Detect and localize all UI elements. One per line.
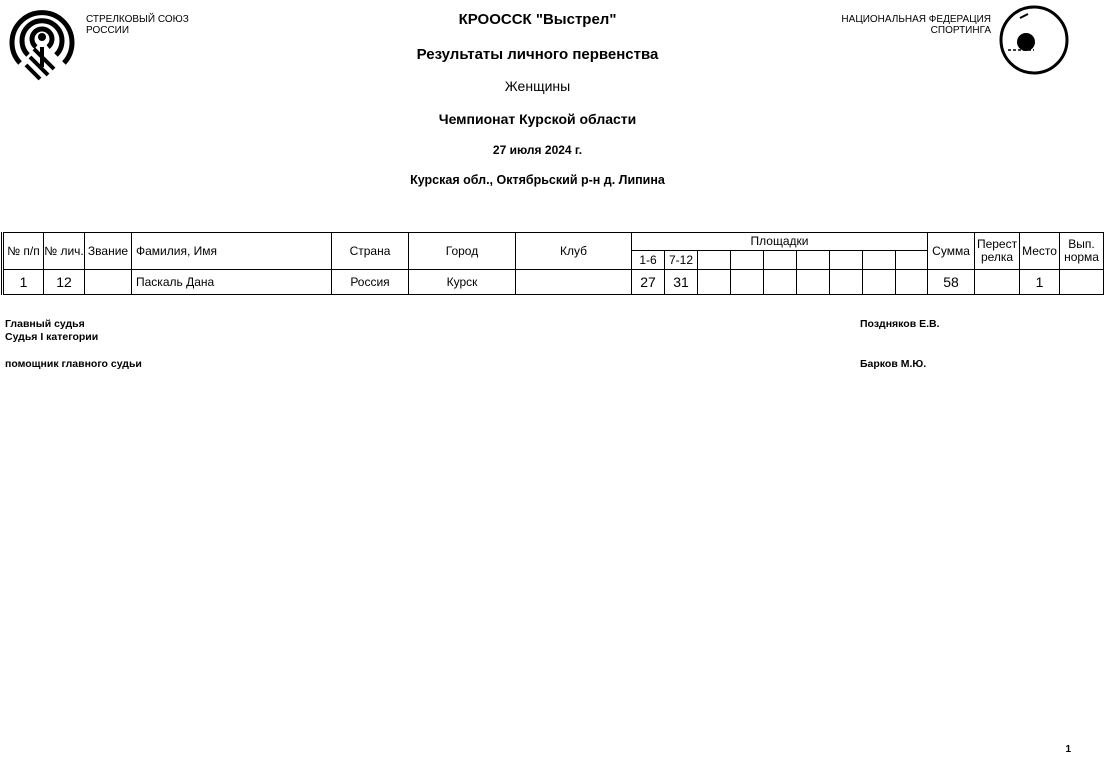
cell-num-pp: 1 xyxy=(3,270,44,295)
cell-vyp-norma xyxy=(1060,270,1104,295)
header-series-1: 1-6 xyxy=(632,251,665,270)
right-org-line-1: НАЦИОНАЛЬНАЯ ФЕДЕРАЦИЯ xyxy=(841,14,991,25)
event-name: Чемпионат Курской области xyxy=(438,111,637,127)
header-num-lich: № лич. xyxy=(44,233,85,270)
header-series-4 xyxy=(731,251,764,270)
cell-num-lich: 12 xyxy=(44,270,85,295)
page-number: 1 xyxy=(1065,744,1071,755)
cell-score-3 xyxy=(698,270,731,295)
header-summa: Сумма xyxy=(928,233,975,270)
cell-perestrelka xyxy=(975,270,1020,295)
cell-score-7 xyxy=(830,270,863,295)
header-num-pp: № п/п xyxy=(3,233,44,270)
cell-mesto: 1 xyxy=(1020,270,1060,295)
header-name: Фамилия, Имя xyxy=(132,233,332,270)
event-date: 27 июля 2024 г. xyxy=(492,143,583,157)
cell-country: Россия xyxy=(332,270,409,295)
chief-judge-rank: Судья I категории xyxy=(5,331,99,343)
chief-judge-name: Поздняков Е.В. xyxy=(860,318,940,330)
cell-score-5 xyxy=(764,270,797,295)
document-title: Результаты личного первенства xyxy=(416,46,659,63)
cell-name: Паскаль Дана xyxy=(132,270,332,295)
table-header-row xyxy=(3,233,1104,251)
header-perestrelka: Перест релка xyxy=(975,233,1020,270)
cell-score-8 xyxy=(863,270,896,295)
cell-city: Курск xyxy=(409,270,516,295)
cell-score-2: 31 xyxy=(665,270,698,295)
header-series-3 xyxy=(698,251,731,270)
header-mesto: Место xyxy=(1020,233,1060,270)
left-org-line-1: СТРЕЛКОВЫЙ СОЮЗ xyxy=(86,14,189,25)
header-zvanie: Звание xyxy=(85,233,132,270)
results-table xyxy=(1,232,1104,295)
cell-score-4 xyxy=(731,270,764,295)
assistant-judge-label: помощник главного судьи xyxy=(5,358,142,370)
chief-judge-label: Главный судья xyxy=(5,318,85,330)
event-location: Курская обл., Октябрьский р-н д. Липина xyxy=(410,173,665,187)
header-series-6 xyxy=(797,251,830,270)
header-series-8 xyxy=(863,251,896,270)
left-org-line-2: РОССИИ xyxy=(86,25,130,36)
cell-score-6 xyxy=(797,270,830,295)
cell-score-1: 27 xyxy=(632,270,665,295)
club-title: КРООССК "Выстрел" xyxy=(458,11,617,28)
header-series-2: 7-12 xyxy=(665,251,698,270)
header-city: Город xyxy=(409,233,516,270)
cell-club xyxy=(516,270,632,295)
header-club: Клуб xyxy=(516,233,632,270)
right-org-line-2: СПОРТИНГА xyxy=(930,25,991,36)
header-vyp-norma: Вып. норма xyxy=(1060,233,1104,270)
cell-summa: 58 xyxy=(928,270,975,295)
cell-score-9 xyxy=(896,270,928,295)
category-label: Женщины xyxy=(504,78,571,94)
cell-zvanie xyxy=(85,270,132,295)
table-row xyxy=(3,270,1104,295)
header-series-9 xyxy=(896,251,928,270)
header-ploshchadki: Площадки xyxy=(632,233,928,251)
header-country: Страна xyxy=(332,233,409,270)
header-series-7 xyxy=(830,251,863,270)
header-series-5 xyxy=(764,251,797,270)
assistant-judge-name: Барков М.Ю. xyxy=(860,358,927,370)
